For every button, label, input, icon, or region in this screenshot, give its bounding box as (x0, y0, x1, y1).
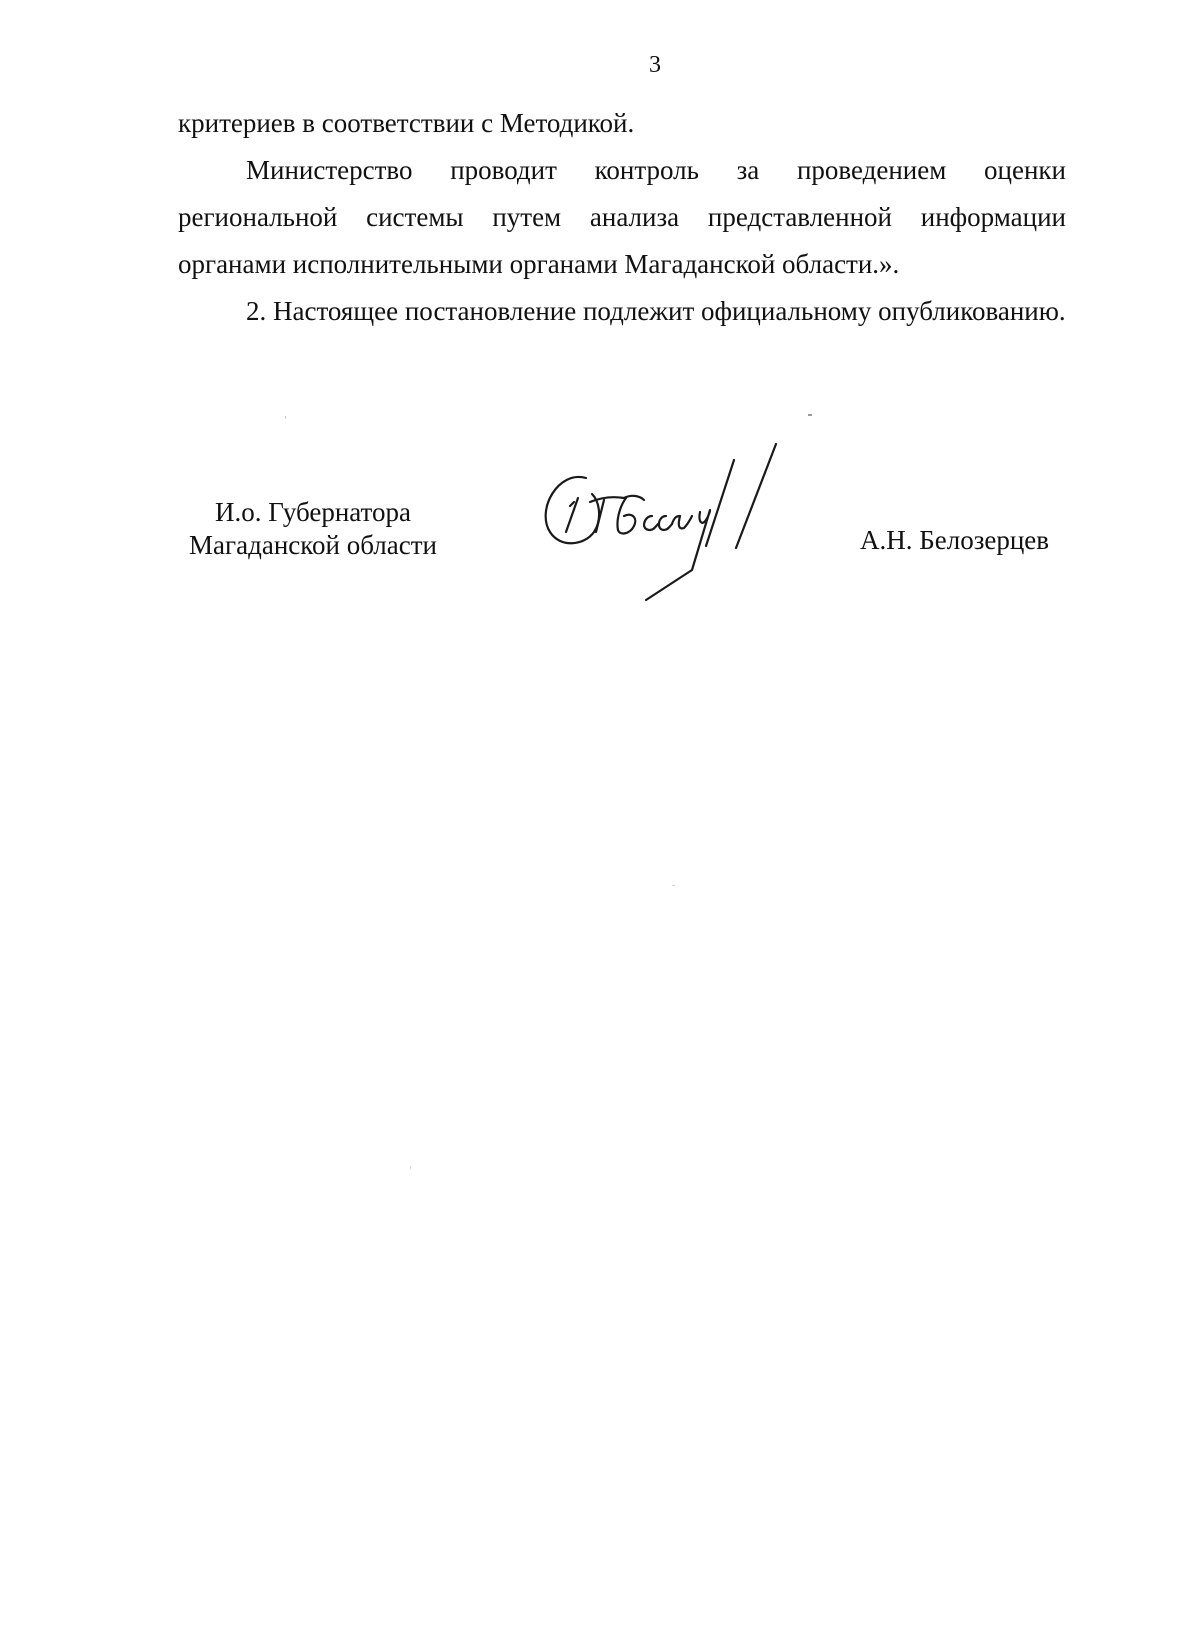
paragraph-ministry-control: Министерство проводит контроль за проведением оценки региональной системы путем анализа представленной информации органами исполнительными органами Магаданской области.». (178, 155, 1066, 279)
handwritten-signature-icon (540, 440, 820, 620)
signatory-name: А.Н. Белозерцев (860, 525, 1050, 555)
scan-speck (808, 414, 812, 416)
paragraph-continuation: критериев в соответствии с Методикой. (178, 108, 635, 138)
paragraph-publication: 2. Настоящее постановление подлежит официальному опубликованию. (246, 296, 1066, 326)
signatory-position (178, 496, 448, 562)
signatory-position-line1: И.о. Губернатора (214, 497, 411, 527)
scan-speck (410, 1166, 411, 1169)
scan-speck (672, 885, 675, 886)
scan-speck (285, 416, 286, 419)
page-number: 3 (649, 52, 661, 78)
signatory-position-line2: Магаданской области (189, 530, 437, 560)
document-body (178, 100, 1066, 335)
